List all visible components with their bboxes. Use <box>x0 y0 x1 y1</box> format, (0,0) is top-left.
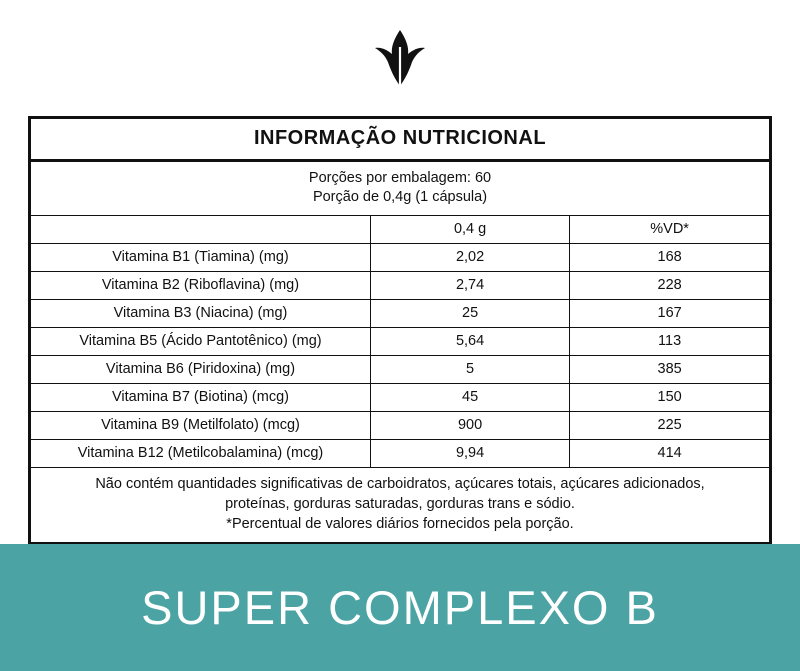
nutrient-dv: 385 <box>570 356 769 384</box>
nutrient-dv: 228 <box>570 272 769 300</box>
brand-logo <box>0 0 800 116</box>
nutrient-name: Vitamina B2 (Riboflavina) (mg) <box>31 272 370 300</box>
nutrient-amount: 2,02 <box>370 244 569 272</box>
nutrient-amount: 900 <box>370 412 569 440</box>
table-row <box>31 412 769 440</box>
table-row <box>31 440 769 468</box>
servings-info <box>31 162 769 216</box>
table-row <box>31 300 769 328</box>
nutrient-name: Vitamina B1 (Tiamina) (mg) <box>31 244 370 272</box>
nutrition-footnote <box>31 467 769 542</box>
servings-per-container: Porções por embalagem: 60 <box>308 170 492 186</box>
column-header-dv: %VD* <box>570 216 769 244</box>
nutrient-name: Vitamina B5 (Ácido Pantotênico) (mg) <box>31 328 370 356</box>
nutrient-name: Vitamina B3 (Niacina) (mg) <box>31 300 370 328</box>
nutrient-dv: 150 <box>570 384 769 412</box>
nutrient-name: Vitamina B9 (Metilfolato) (mcg) <box>31 412 370 440</box>
nutrient-name: Vitamina B12 (Metilcobalamina) (mcg) <box>31 440 370 468</box>
table-row <box>31 272 769 300</box>
nutrient-dv: 168 <box>570 244 769 272</box>
nutrient-name: Vitamina B6 (Piridoxina) (mg) <box>31 356 370 384</box>
nutrient-dv: 113 <box>570 328 769 356</box>
serving-size: Porção de 0,4g (1 cápsula) <box>312 189 488 205</box>
nutrition-panel-title: INFORMAÇÃO NUTRICIONAL <box>31 119 769 162</box>
nutrition-facts-panel <box>28 116 772 545</box>
table-header-row <box>31 216 769 244</box>
nutrition-table <box>31 216 769 467</box>
product-name: SUPER COMPLEXO B <box>141 581 659 634</box>
footnote-line-3: *Percentual de valores diários fornecidos pela porção. <box>226 516 574 532</box>
footnote-line-2: proteínas, gorduras saturadas, gorduras trans e sódio. <box>225 496 575 512</box>
table-row <box>31 384 769 412</box>
nutrient-amount: 9,94 <box>370 440 569 468</box>
nutrient-dv: 414 <box>570 440 769 468</box>
column-header-amount: 0,4 g <box>370 216 569 244</box>
footnote-line-1: Não contém quantidades significativas de carboidratos, açúcares totais, açúcares adicionados, <box>95 476 705 492</box>
nutrient-dv: 225 <box>570 412 769 440</box>
table-row <box>31 356 769 384</box>
leaf-bird-logo-icon <box>370 27 430 89</box>
table-row <box>31 244 769 272</box>
nutrient-amount: 25 <box>370 300 569 328</box>
nutrient-name: Vitamina B7 (Biotina) (mcg) <box>31 384 370 412</box>
nutrient-amount: 2,74 <box>370 272 569 300</box>
column-header-nutrient <box>31 216 370 244</box>
nutrient-dv: 167 <box>570 300 769 328</box>
nutrient-amount: 5,64 <box>370 328 569 356</box>
product-name-band <box>0 544 800 671</box>
nutrient-amount: 5 <box>370 356 569 384</box>
nutrient-amount: 45 <box>370 384 569 412</box>
table-row <box>31 328 769 356</box>
